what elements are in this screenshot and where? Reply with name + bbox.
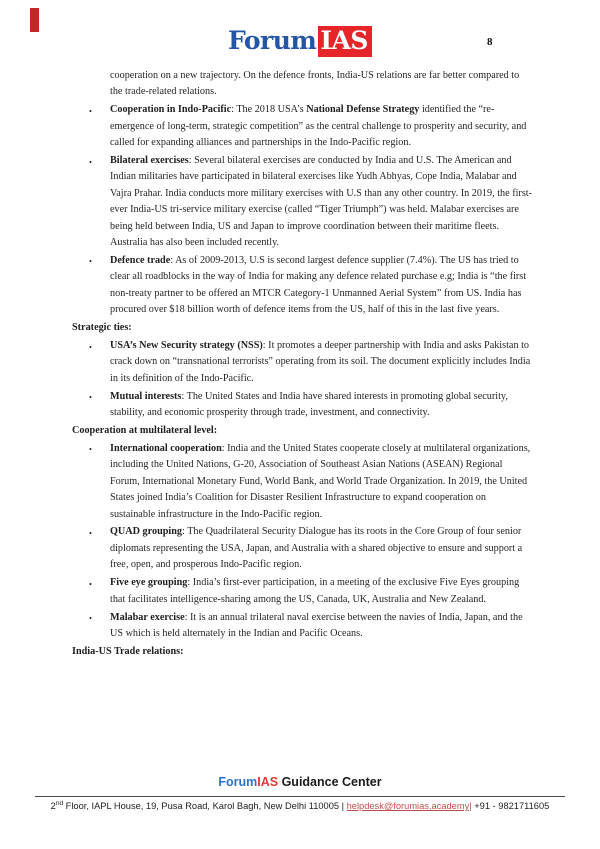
text-segment: : India’s first-ever participation, in a meeting of the exclusive Five Eyes grouping that facilitates intelligence-sharing among the US, Canada, UK, Australia and New Zealand. <box>110 577 520 605</box>
text-segment: : As of 2009-2013, U.S is second largest defence supplier (7.4%). The US has tried to clear all roadblocks in the way of India for making any defence related purchase e.g; India is “the first non-treaty partner to be offered an MTCR Category-1 Unmanned Aerial System” from US. India has procured over $18 billion worth of defence items from the US, half of this in the last five years. <box>110 254 527 316</box>
email-link[interactable]: helpdesk@forumias.academy| <box>346 801 472 812</box>
text-segment: cooperation on a new trajectory. On the defence fronts, India-US relations are far better compared to the trade-related relations. <box>110 70 520 98</box>
bullet-item <box>72 524 532 573</box>
footer-guidance-text: Guidance Center <box>278 775 382 789</box>
address-floor-sup: nd <box>55 800 64 807</box>
bullet-item <box>72 102 532 151</box>
text-segment: Strategic ties: <box>72 322 132 334</box>
footer-ias-text: IAS <box>257 775 279 789</box>
bullet-icon: • <box>89 613 92 623</box>
text-segment: Defence trade <box>110 254 171 266</box>
text-segment: India-US Trade relations: <box>72 645 184 657</box>
page-header <box>0 26 600 55</box>
text-segment: Five eye grouping <box>110 577 188 589</box>
text-segment: : It is an annual trilateral naval exercise between the navies of India, Japan, and the US which is held alternately in the Indian and Pacific Oceans. <box>110 611 523 639</box>
text-segment: National Defense Strategy <box>306 104 420 116</box>
text-segment: : The Quadrilateral Security Dialogue has its roots in the Core Group of four senior diplomats representing the USA, Japan, and Australia with a shared objective to ensure and support a free, open, and prosperous Indo-Pacific region. <box>110 526 523 571</box>
address-main-text: Floor, IAPL House, 19, Pusa Road, Karol Bagh, New Delhi 110005 | <box>63 801 347 812</box>
page-number: 8 <box>487 36 493 48</box>
text-segment: Cooperation in Indo-Pacific <box>110 104 232 116</box>
text-segment: USA’s New Security strategy (NSS) <box>110 340 263 351</box>
text-segment: : India and the United States cooperate closely at multilateral organizations, including the United Nations, G-20, Association of Southeast Asian Nations (ASEAN) Regional Forum, International Monetary Fund, World Bank, and World Trade Organization. In 2019, the United States joined India’s Coalition for Disaster Resilient Infrastructure to expand cooperation on sustainable infrastructure in the Indo-Pacific region. <box>110 442 531 520</box>
bullet-item <box>72 153 532 251</box>
footer-title <box>0 775 600 789</box>
text-segment: : Several bilateral exercises are conducted by India and U.S. The American and Indian militaries have participated in bilateral exercises like Yudh Abhyas, Cope India, Malabar and Vajra Prahar. India conducts more military exercises with U.S than any other country. In 2019, the first-ever India-US tri-service military exercise (called “Tiger Triumph”) was held. Malabar exercises are being held between India, US and Japan to improve coordination between their maritime fleets. Australia has also been included recently. <box>110 155 533 249</box>
bullet-item <box>72 610 532 643</box>
text-segment: International cooperation <box>110 442 222 454</box>
bullet-item <box>72 575 532 608</box>
address-floor-number: 2 <box>50 801 56 812</box>
text-segment: Cooperation at multilateral level: <box>72 425 218 437</box>
document-body <box>72 68 532 662</box>
text-segment: Bilateral exercises <box>110 155 189 167</box>
bullet-icon: • <box>89 256 92 267</box>
bullet-item <box>72 441 532 523</box>
bullet-icon: • <box>89 527 92 538</box>
phone-number: +91 - 9821711605 <box>471 801 550 812</box>
bullet-icon: • <box>89 578 92 589</box>
paragraph <box>72 68 532 101</box>
forumias-logo <box>228 26 372 55</box>
bullet-item <box>72 253 532 319</box>
footer-divider <box>35 796 565 797</box>
bullet-icon: • <box>89 341 92 352</box>
bullet-icon: • <box>89 105 92 116</box>
bullet-icon: • <box>89 444 92 455</box>
section-heading <box>72 644 532 660</box>
footer-address <box>0 800 600 811</box>
logo-forum-text: Forum <box>227 26 317 55</box>
bullet-icon: • <box>89 156 92 167</box>
bullet-item <box>72 338 532 387</box>
logo-ias-badge: IAS <box>318 26 372 57</box>
footer-forum-text: Forum <box>218 775 258 789</box>
text-segment: Malabar exercise <box>110 611 185 623</box>
text-segment: QUAD grouping <box>110 526 182 538</box>
bullet-icon: • <box>89 392 92 403</box>
bullet-item <box>72 389 532 422</box>
text-segment: : It promotes a deeper partnership with India and asks Pakistan to crack down on “transnational terrorists” operating from its soil. The document explicitly includes India in its definition of the Indo-Pacific. <box>110 340 531 384</box>
text-segment: identified the “re-emergence of long-term, strategic competition” as the central challenge to prosperity and security, and called for expanding alliances and partnerships in the Indo-Pacific region. <box>110 104 527 149</box>
text-segment: : The 2018 USA’s <box>231 104 307 116</box>
section-heading <box>72 320 532 336</box>
text-segment: Mutual interests <box>110 390 182 402</box>
section-heading <box>72 423 532 439</box>
text-segment: : The United States and India have shared interests in promoting global security, stability, and economic prosperity through trade, investment, and connectivity. <box>110 390 508 419</box>
